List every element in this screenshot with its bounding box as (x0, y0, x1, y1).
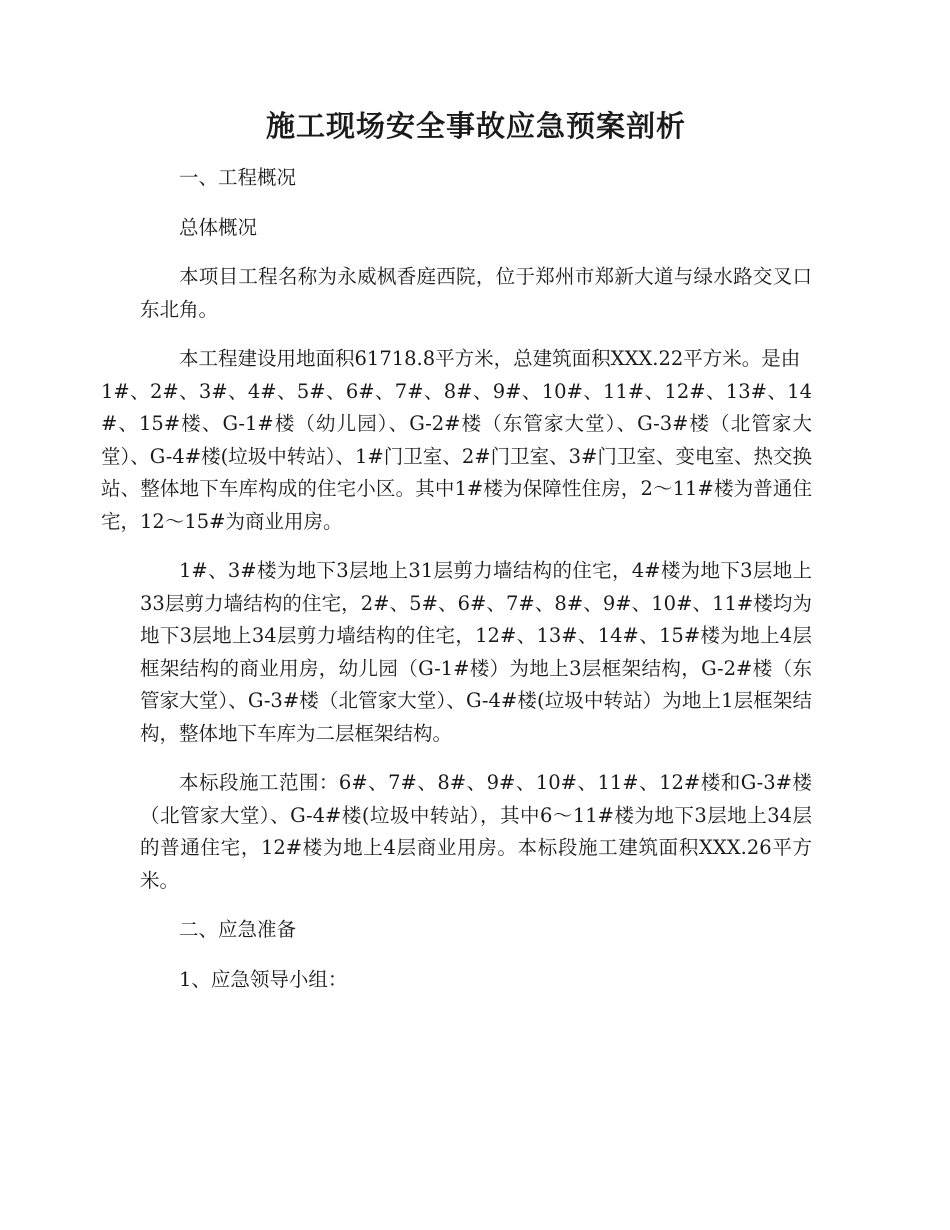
paragraph-building-list: 1#、2#、3#、4#、5#、6#、7#、8#、9#、10#、11#、12#、13#、14#、15#楼、G-1#楼（幼儿园）、G-2#楼（东管家大堂）、G-3#楼（北管家大堂）、G-4#楼(垃圾中转站）、1#门卫室、2#门卫室、3#门卫室、变电室、热交换站、整体地下车库构成的住宅小区。其中1#楼为保障性住房，2～11#楼为普通住宅，12～15#为商业用房。 (101, 379, 812, 533)
subheading-leadership-group: 1、应急领导小组： (179, 967, 348, 991)
document-title: 施工现场安全事故应急预案剖析 (265, 109, 686, 143)
paragraph-area-composition (101, 343, 812, 538)
section-heading-overview: 一、工程概况 (179, 166, 297, 189)
paragraph-area-line: 本工程建设用地面积61718.8平方米，总建筑面积XXX.22平方米。是由 (179, 347, 801, 370)
paragraph-project-name: 本项目工程名称为永威枫香庭西院，位于郑州市郑新大道与绿水路交叉口东北角。 (140, 265, 812, 321)
paragraph-structure: 1#、3#楼为地下3层地上31层剪力墙结构的住宅，4#楼为地下3层地上33层剪力墙结构的住宅，2#、5#、6#、7#、8#、9#、10#、11#楼均为地下3层地上34层剪力墙结构的住宅，12#、13#、14#、15#楼为地上4层框架结构的商业用房，幼儿园（G-1#楼）为地上3层框架结构，G-2#楼（东管家大堂）、G-3#楼（北管家大堂）、G-4#楼(垃圾中转站）为地上1层框架结构，整体地下车库为二层框架结构。 (140, 559, 812, 745)
document-page (101, 108, 812, 1013)
paragraph-scope: 本标段施工范围：6#、7#、8#、9#、10#、11#、12#楼和G-3#楼（北管家大堂）、G-4#楼(垃圾中转站），其中6～11#楼为地下3层地上34层的普通住宅，12#楼为地上4层商业用房。本标段施工建筑面积XXX.26平方米。 (140, 771, 812, 892)
section-heading-emergency-prep: 二、应急准备 (179, 918, 297, 941)
subheading-general-overview: 总体概况 (179, 215, 258, 239)
